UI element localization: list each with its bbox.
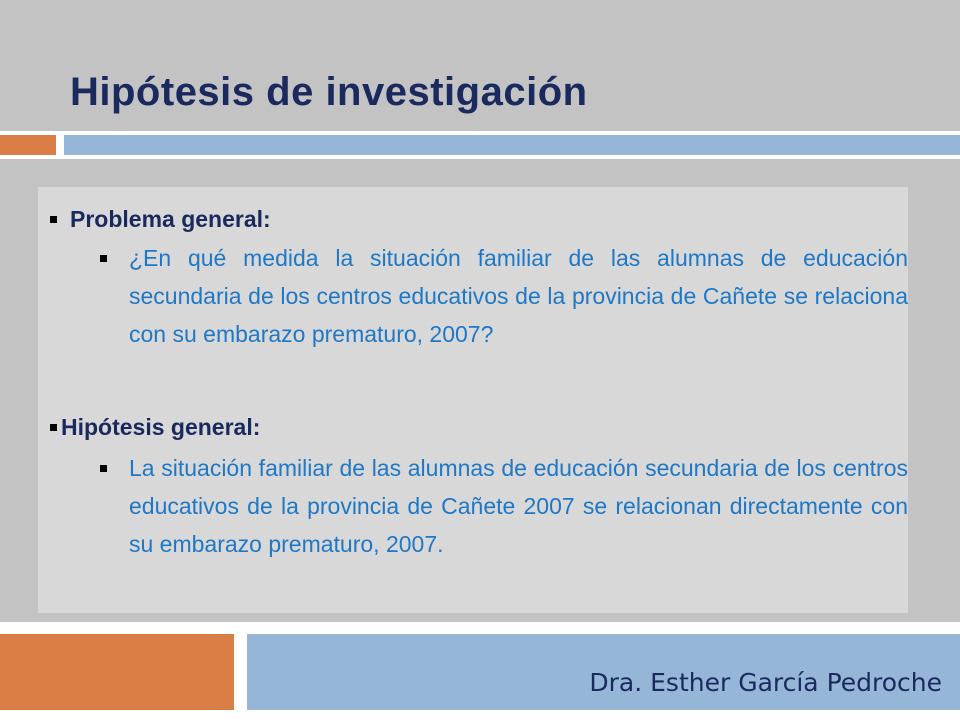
bullet-square-icon	[100, 255, 107, 262]
section-body-text: La situación familiar de las alumnas de educación secundaria de los centros educativos de la provincia de Cañete 2007 se relacionan directamente con su embarazo prematuro, 2007.	[129, 455, 908, 557]
bullet-square-icon	[100, 465, 107, 472]
section-hipotesis	[50, 414, 260, 441]
section-problema	[50, 206, 271, 233]
section-hipotesis-text	[100, 449, 908, 563]
content-panel	[38, 187, 908, 613]
footer-accent-orange	[0, 634, 234, 710]
section-problema-text	[100, 239, 908, 353]
bullet-square-icon	[50, 216, 57, 223]
section-body-text: ¿En qué medida la situación familiar de las alumnas de educación secundaria de los centros educativos de la provincia de Cañete se relaciona con su embarazo prematuro, 2007?	[129, 245, 908, 347]
footer-author: Dra. Esther García Pedroche	[589, 668, 942, 697]
bullet-square-icon	[50, 424, 57, 431]
title-accent-orange	[0, 135, 56, 155]
title-accent-blue	[64, 135, 960, 155]
section-heading: Hipótesis general:	[61, 414, 261, 440]
section-heading: Problema general:	[70, 206, 271, 232]
slide-title: Hipótesis de investigación	[70, 70, 588, 114]
